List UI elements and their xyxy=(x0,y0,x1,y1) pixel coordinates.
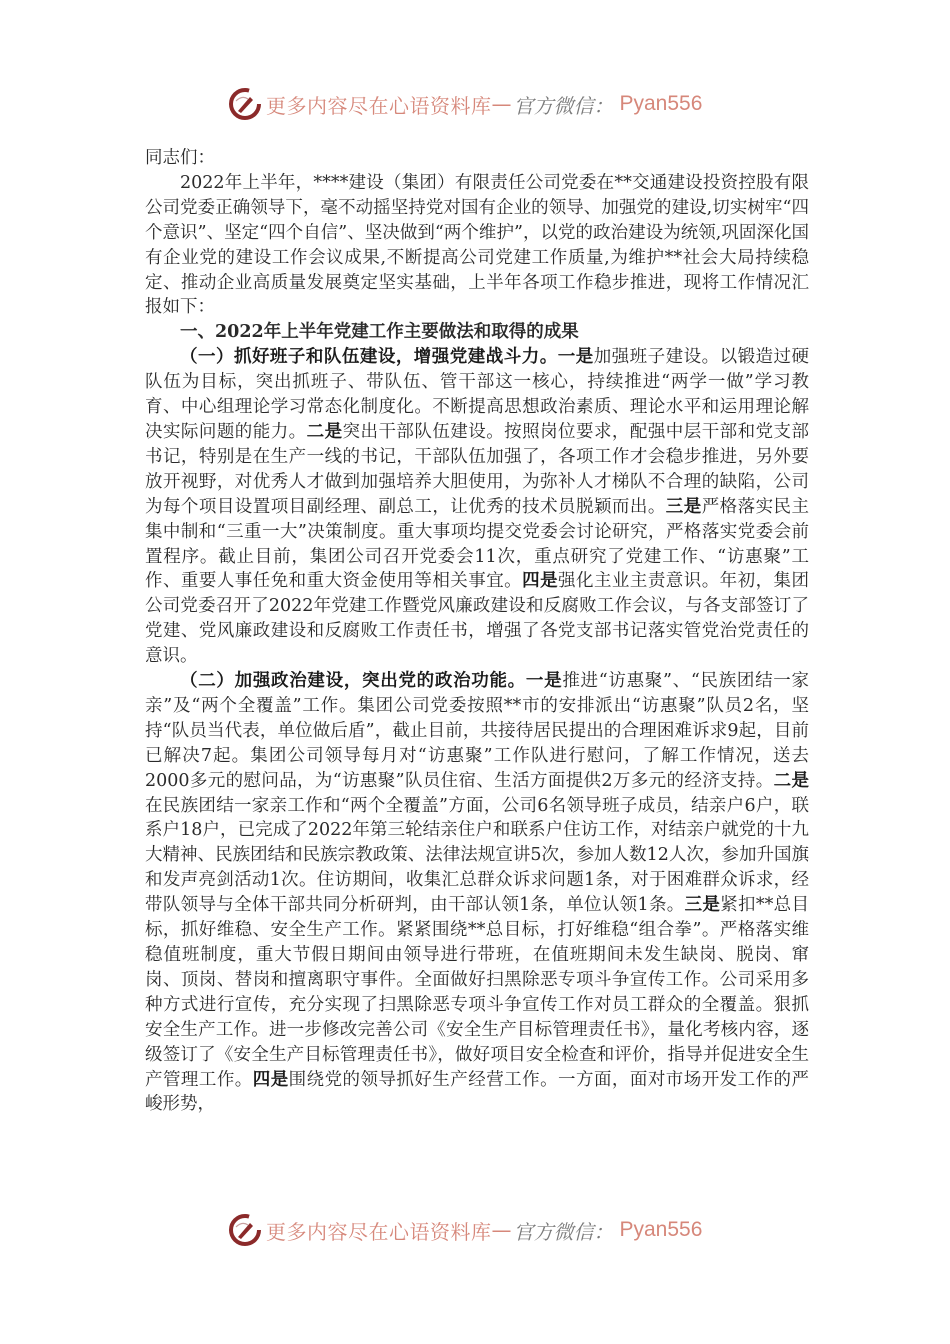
banner-wechat-label: 官方微信： xyxy=(513,93,614,118)
point-text: 在民族团结一家亲工作和“两个全覆盖”方面，公司6名领导班子成员，结亲户6户，联系户18户，已完成了2022年第三轮结亲住户和联系户住访工作，对结亲户就党的十九大精神、民族团结和民族宗教政策、法律法规宣讲5次，参加人数12人次，参加升国旗和发声亮剑活动1次。住访期间，收集汇总群众诉求问题1条，对于困难群众诉求，经带队领导与全体干部共同分析研判，由干部认领1条，单位认领1条。 xyxy=(145,795,809,916)
salutation: 同志们： xyxy=(145,148,215,168)
quill-pen-logo-icon xyxy=(228,1213,262,1247)
banner-wechat-id: Pyan556 xyxy=(619,92,703,115)
footer-watermark-banner xyxy=(228,1210,702,1250)
point-label: 一是 xyxy=(525,671,563,692)
header-watermark-banner xyxy=(228,84,702,124)
point-text: 强化主业主责意识。年初，集团公司党委召开了2022年党建工作暨党风廉政建设和反腐败工作会议，与各支部签订了党建、党风廉政建设和反腐败工作责任书，增强了各党支部书记落实管党治党责任的意识。 xyxy=(145,571,810,667)
intro-paragraph: 2022年上半年，****建设（集团）有限责任公司党委在**交通建设投资控股有限公司党委正确领导下，毫不动摇坚持党对国有企业的领导、加强党的建设,切实树牢“四个意识”、坚定“四个自信”、坚决做到“两个维护”，以党的政治建设为统领,巩固深化国有企业党的建设工作会议成果,不断提高公司党建工作质量,为维护**社会大局持续稳定、推动企业高质量发展奠定坚实基础，上半年各项工作稳步推进，现将工作情况汇报如下： xyxy=(145,172,809,318)
point-label: 四是 xyxy=(252,1069,289,1090)
banner-dash: — xyxy=(491,92,512,116)
point-label: 三是 xyxy=(684,895,721,916)
section2-title: （二）加强政治建设，突出党的政治功能。 xyxy=(180,671,526,692)
point-text: 严格落实民主集中制和“三重一大”决策制度。重大事项均提交党委会讨论研究，严格落实党委会前置程序。截止目前，集团公司召开党委会11次，重点研究了党建工作、“访惠聚”工作、重要人事任免和重大资金使用等相关事宜。 xyxy=(145,496,810,592)
point-label: 二是 xyxy=(306,421,343,442)
banner-site-text: 更多内容尽在心语资料库 xyxy=(266,93,492,118)
banner-site-text: 更多内容尽在心语资料库 xyxy=(266,1219,492,1244)
point-label: 二是 xyxy=(773,770,809,791)
section2-paragraph xyxy=(145,669,809,1117)
point-label: 一是 xyxy=(557,347,594,368)
point-text: 围绕党的领导抓好生产经营工作。一方面，面对市场开发工作的严峻形势， xyxy=(145,1069,810,1115)
point-label: 四是 xyxy=(522,571,559,592)
point-text: 紧扣**总目标，抓好维稳、安全生产工作。紧紧围绕**总目标，打好维稳“组合拳”。严格落实维稳值班制度，重大节假日期间由领导进行带班，在值班期间未发生缺岗、脱岗、窜岗、顶岗、替岗和擅离职守事件。全面做好扫黑除恶专项斗争宣传工作。公司采用多种方式进行宣传，充分实现了扫黑除恶专项斗争宣传工作对员工群众的全覆盖。狠抓安全生产工作。进一步修改完善公司《安全生产目标管理责任书》，量化考核内容，逐级签订了《安全生产目标管理责任书》，做好项目安全检查和评价，指导并促进安全生产管理工作。 xyxy=(145,895,810,1090)
banner-wechat-id: Pyan556 xyxy=(619,1218,703,1241)
section1-title: （一）抓好班子和队伍建设，增强党建战斗力。 xyxy=(180,347,558,368)
banner-wechat-label: 官方微信： xyxy=(513,1219,614,1244)
quill-pen-logo-icon xyxy=(228,87,262,121)
point-label: 三是 xyxy=(665,496,702,517)
banner-dash: — xyxy=(491,1218,512,1242)
point-text: 推进“访惠聚”、“民族团结一家亲”及“两个全覆盖”工作。集团公司党委按照**市的安排派出“访惠聚”队员2名，坚持“队员当代表，单位做后盾”，截止目前，共接待居民提出的合理困难诉求9起，目前已解决7起。集团公司领导每月对“访惠聚”工作队进行慰问，了解工作情况，送去2000多元的慰问品，为“访惠聚”队员住宿、生活方面提供2万多元的经济支持。 xyxy=(145,671,810,791)
document-body xyxy=(145,146,809,1117)
section1-paragraph xyxy=(145,345,809,669)
point-text: 突出干部队伍建设。按照岗位要求，配强中层干部和党支部书记，特别是在生产一线的书记，干部队伍加强了，各项工作才会稳步推进，另外要放开视野，对优秀人才做到加强培养大胆使用，为弥补人才梯队不合理的缺陷，公司为每个项目设置项目副经理、副总工，让优秀的技术员脱颖而出。 xyxy=(145,421,810,517)
section-heading: 一、2022年上半年党建工作主要做法和取得的成果 xyxy=(180,322,579,343)
point-text: 加强班子建设。以锻造过硬队伍为目标，突出抓班子、带队伍、管干部这一核心，持续推进“两学一做”学习教育、中心组理论学习常态化制度化。不断提高思想政治素质、理论水平和运用理论解决实际问题的能力。 xyxy=(145,347,810,442)
